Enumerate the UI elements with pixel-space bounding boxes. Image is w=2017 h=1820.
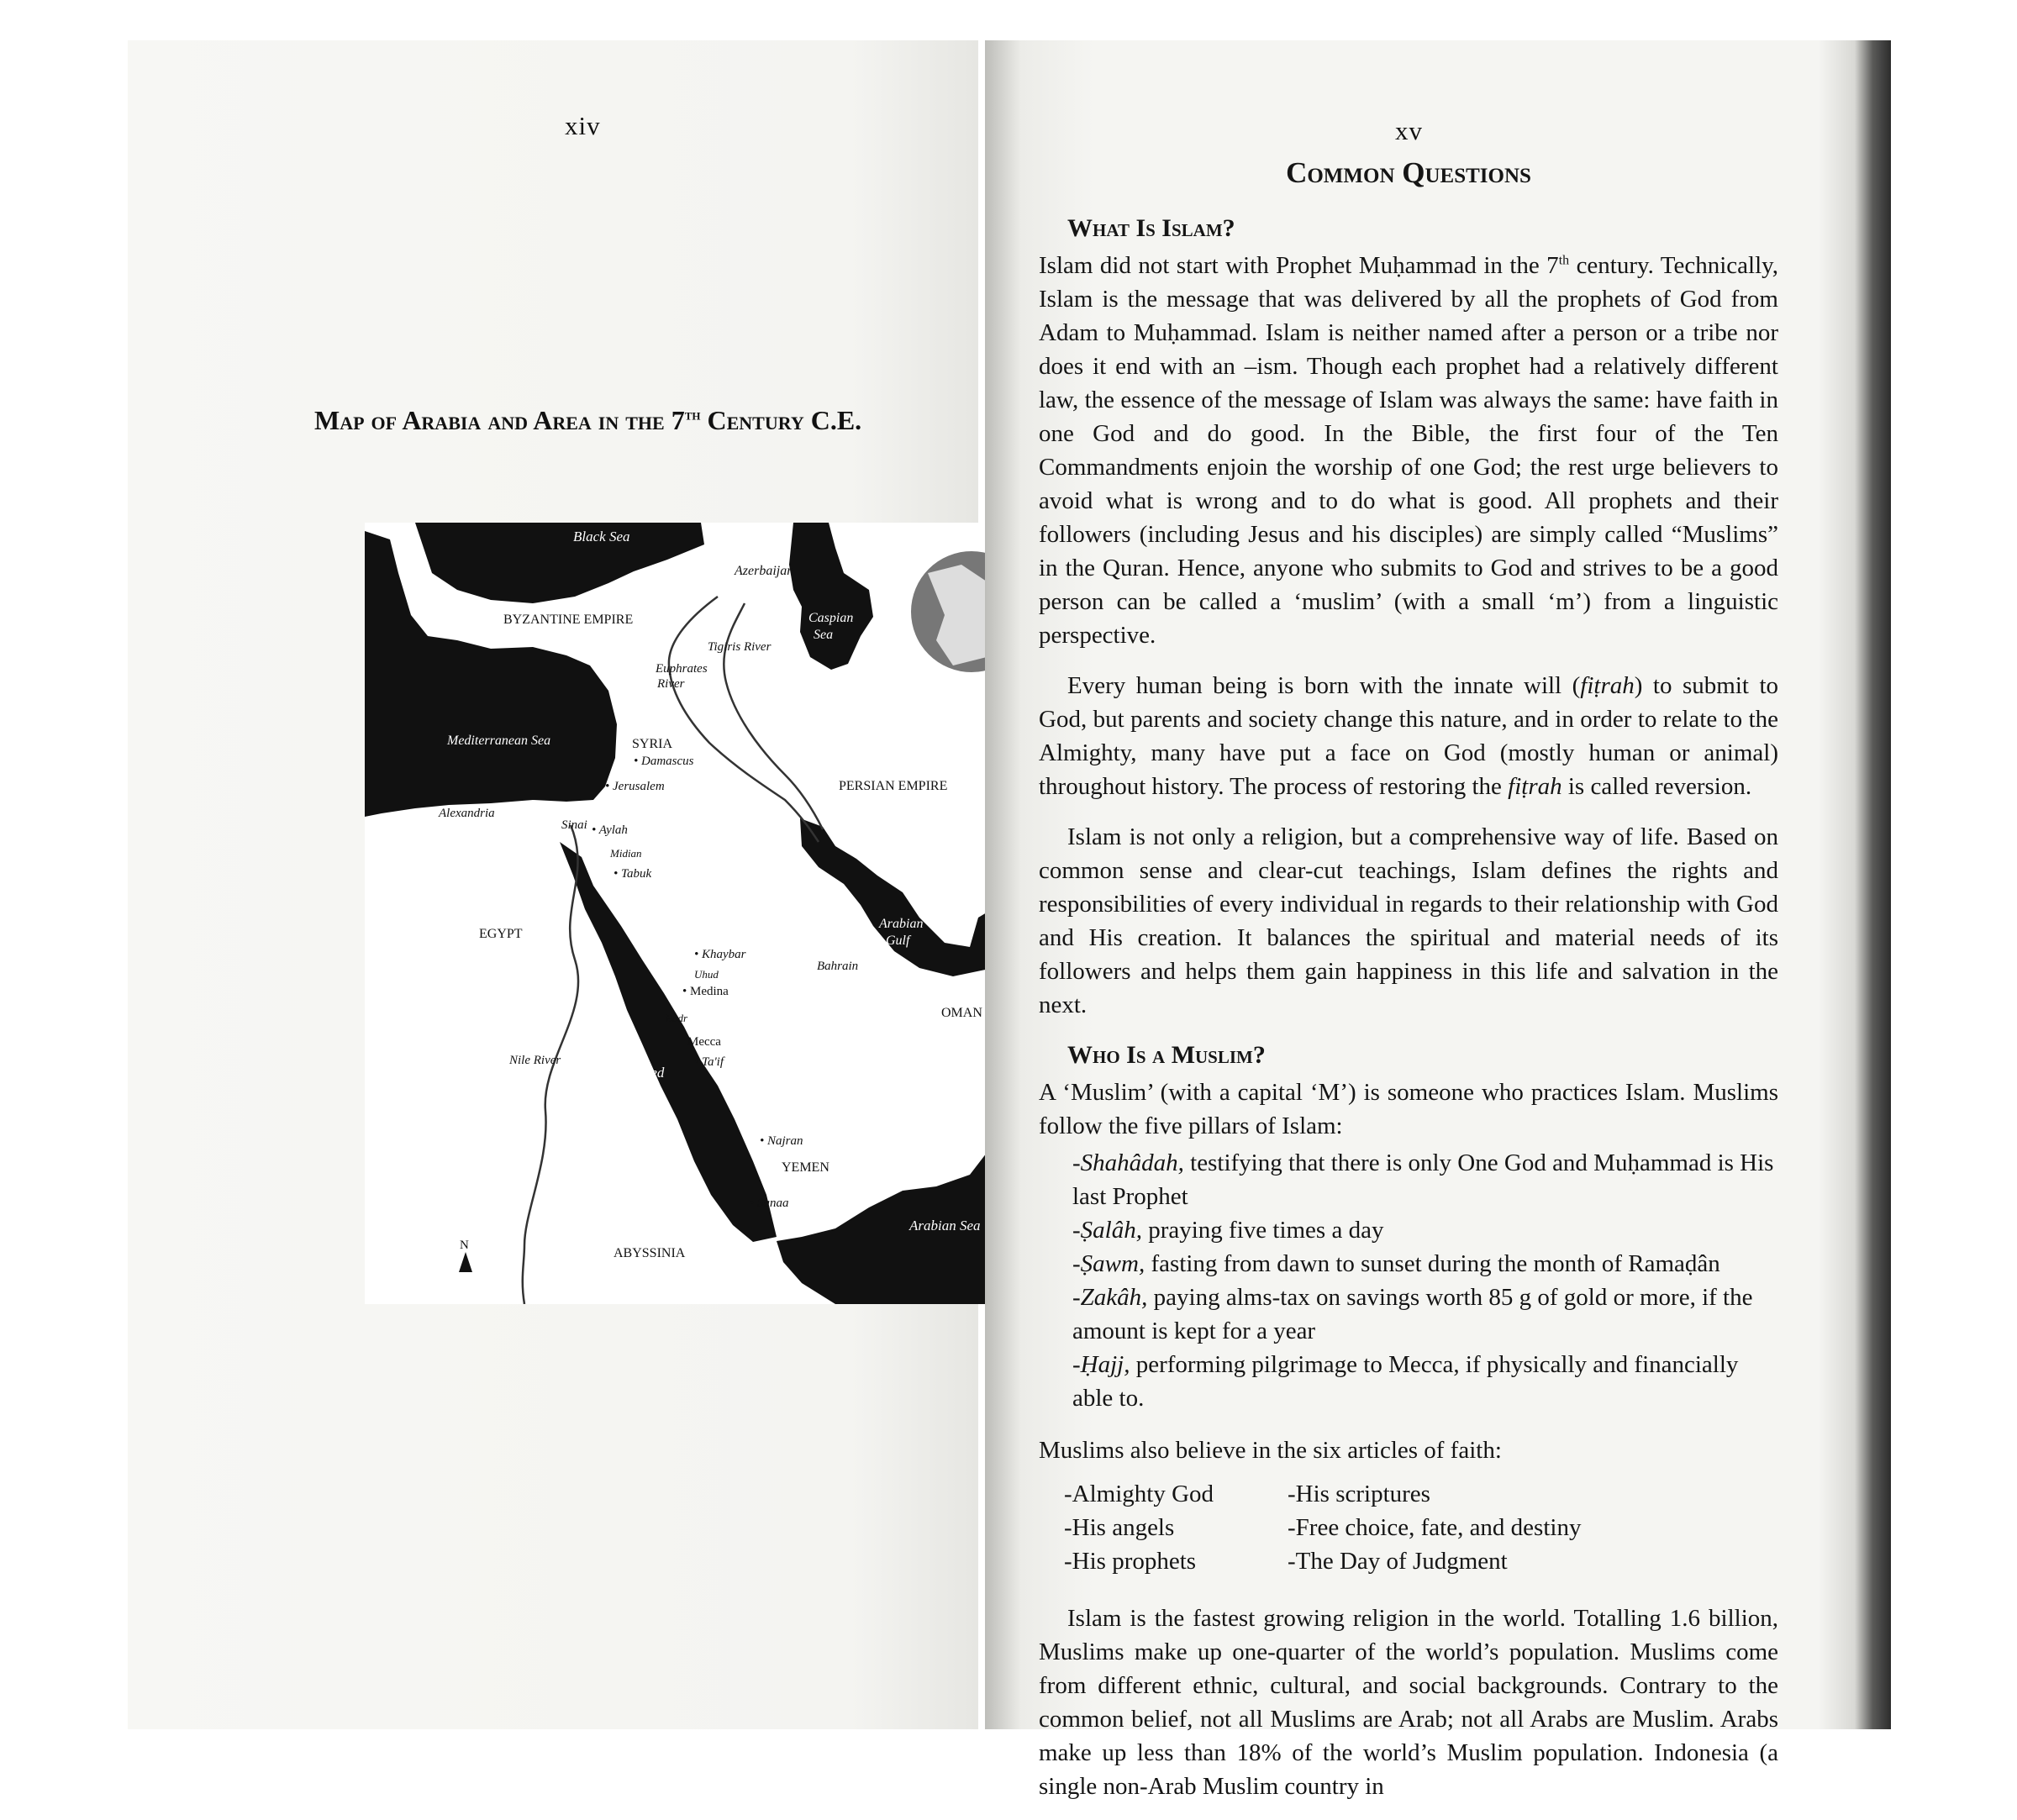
map-title-text: Map of Arabia and Area in the 7: [314, 405, 685, 435]
left-page: [128, 40, 982, 1729]
list-item: [1072, 1247, 1778, 1281]
label-syria: SYRIA: [632, 737, 673, 751]
paragraph-fitrah: [1039, 669, 1778, 803]
what-is-islam-heading: What Is Islam?: [1067, 214, 1235, 242]
paragraph-text: century. Technically, Islam is the message that was delivered by all the prophets of God from Adam to Muḥammad. Islam is neither named after a person or a tribe nor does it end with an –ism. Though each prophet had a relatively different law, the essence of the message of Islam was always the same: have faith in one God and do good. In the Bible, the first four of the Ten Commandments enjoin the worship of one God; the rest urge believers to avoid what is wrong and to do what is good. All prophets and their followers (including Jesus and his disciples) are simply called “Muslims” in the Quran. Hence, anyone who submits to God and strives to be a good person can be called a ‘muslim’ (with a small ‘m’) from a linguistic perspective.: [1039, 252, 1779, 649]
label-midian: Midian: [610, 847, 642, 860]
list-item: -His angels: [1064, 1514, 1175, 1541]
map-title-text-end: Century C.E.: [700, 405, 862, 435]
map-title: [314, 405, 987, 436]
label-badr: Badr: [666, 1012, 687, 1024]
pillar-term: -Ḥajj,: [1072, 1351, 1130, 1378]
label-khaybar: • Khaybar: [694, 948, 746, 961]
label-sanaa: • Sanaa: [750, 1197, 789, 1210]
map-title-sup: th: [684, 406, 701, 423]
label-oman: OMAN: [941, 1006, 982, 1020]
label-north: N: [460, 1239, 469, 1252]
list-item: [1072, 1213, 1778, 1247]
paragraph-text: ) to submit to God, but parents and society change this nature, and in order to relate to the Almighty, many have put a face on God (mostly human or animal) throughout history. The process of restoring the: [1039, 672, 1778, 800]
label-yemen: YEMEN: [782, 1160, 829, 1175]
label-byzantine-empire: BYZANTINE EMPIRE: [503, 613, 634, 627]
pillar-desc: testifying that there is only One God and Muḥammad is His last Prophet: [1072, 1149, 1774, 1210]
common-questions-heading: Common Questions: [1286, 156, 1531, 189]
articles-of-faith-list: [1064, 1477, 1778, 1578]
list-item: -The Day of Judgment: [1288, 1548, 1508, 1575]
label-egypt: EGYPT: [479, 927, 523, 941]
label-euphrates-1: Euphrates: [656, 662, 708, 676]
pillar-desc: praying five times a day: [1141, 1217, 1384, 1244]
list-item: [1072, 1146, 1778, 1213]
pillar-term: -Ṣalâh,: [1072, 1217, 1142, 1244]
label-jerusalem: • Jerusalem: [605, 780, 665, 793]
pillar-term: -Zakâh,: [1072, 1284, 1148, 1311]
label-arabian-sea: Arabian Sea: [909, 1218, 981, 1233]
paragraph-way-of-life: Islam is not only a religion, but a comprehensive way of life. Based on common sense and clear-cut teachings, Islam defines the rights and responsibilities of every individual in regards to their relationship with God and His creation. It balances the spiritual and material needs of its followers and helps them gain happiness in this life and salvation in the next.: [1039, 823, 1778, 1018]
list-item: [1072, 1281, 1778, 1348]
italic-term: fiṭrah: [1508, 773, 1562, 800]
italic-term: fiṭrah: [1580, 672, 1635, 699]
superscript: th: [1558, 253, 1570, 268]
label-red-sea-2: Sea: [642, 1083, 663, 1099]
label-aylah: • Aylah: [592, 823, 628, 837]
label-persian-empire: PERSIAN EMPIRE: [839, 779, 948, 793]
page-number-right: xv: [1395, 116, 1423, 145]
map-of-arabia: [365, 523, 1054, 1304]
label-uhud: Uhud: [694, 968, 719, 981]
list-item: [1072, 1348, 1778, 1415]
label-tigris-river: Tigiris River: [708, 640, 772, 654]
list-item: -Almighty God: [1064, 1481, 1214, 1507]
label-arabian-gulf-1: Arabian: [879, 917, 924, 931]
right-page: [985, 40, 1891, 1800]
paragraph-articles-intro: Muslims also believe in the six articles of faith:: [1039, 1437, 1502, 1464]
paragraph-text: Islam did not start with Prophet Muḥammad in the 7: [1039, 252, 1559, 279]
pillar-desc: performing pilgrimage to Mecca, if physically and financially able to.: [1072, 1351, 1739, 1412]
label-tabuk: • Tabuk: [614, 867, 652, 881]
paragraph-fastest-growing: Islam is the fastest growing religion in the world. Totalling 1.6 billion, Muslims make up one-quarter of the world’s population. Muslims come from different ethnic, cultural, and social backgrounds. Contrary to the common belief, not all Muslims are Arab; not all Arabs are Muslim. Arabs make up less than 18% of the world’s Muslim population. Indonesia (a single non-Arab Muslim country in: [1039, 1605, 1778, 1800]
mecca-marker-icon: [674, 1037, 684, 1045]
label-abyssinia: ABYSSINIA: [614, 1246, 686, 1260]
paragraph-five-pillars-intro: A ‘Muslim’ (with a capital ‘M’) is someone who practices Islam. Muslims follow the five pillars of Islam:: [1039, 1079, 1778, 1139]
paragraph-text: Every human being is born with the innate will (: [1067, 672, 1581, 699]
label-caspian-sea-1: Caspian: [808, 611, 854, 625]
page-number-left: xiv: [565, 111, 601, 140]
right-page-content: [1039, 156, 1778, 1820]
list-item: -His scriptures: [1288, 1481, 1430, 1507]
paragraph-what-is-islam: [1039, 249, 1778, 652]
label-najran: • Najran: [760, 1134, 803, 1148]
who-is-a-muslim-heading: Who Is a Muslim?: [1067, 1041, 1266, 1069]
paragraph-text: is called reversion.: [1561, 773, 1752, 800]
label-euphrates-2: River: [657, 677, 685, 691]
label-damascus: • Damascus: [634, 755, 694, 768]
label-arabian-gulf-2: Gulf: [886, 934, 910, 948]
label-medina: • Medina: [682, 985, 729, 998]
five-pillars-list: [1072, 1146, 1778, 1415]
label-alexandria: Alexandria: [439, 807, 495, 820]
label-sinai: Sinai: [561, 818, 587, 832]
list-item: -His prophets: [1064, 1548, 1197, 1575]
label-nile-river: Nile River: [509, 1054, 561, 1067]
label-mediterranean-sea: Mediterranean Sea: [447, 734, 551, 748]
label-mecca: Mecca: [687, 1035, 721, 1049]
label-caspian-sea-2: Sea: [814, 628, 834, 642]
label-black-sea: Black Sea: [573, 529, 630, 544]
label-bahrain: Bahrain: [817, 960, 859, 973]
pillar-term: -Shahâdah,: [1072, 1149, 1184, 1176]
pillar-desc: fasting from dawn to sunset during the month of Ramaḍân: [1145, 1250, 1720, 1277]
label-red-sea-1: Red: [642, 1065, 665, 1081]
pillar-term: -Ṣawm,: [1072, 1250, 1145, 1277]
label-taif: • Ta'if: [694, 1055, 724, 1069]
list-item: -Free choice, fate, and destiny: [1288, 1514, 1582, 1541]
label-azerbaijan: Azerbaijan: [735, 564, 794, 578]
pillar-desc: paying alms-tax on savings worth 85 g of gold or more, if the amount is kept for a year: [1072, 1284, 1753, 1344]
